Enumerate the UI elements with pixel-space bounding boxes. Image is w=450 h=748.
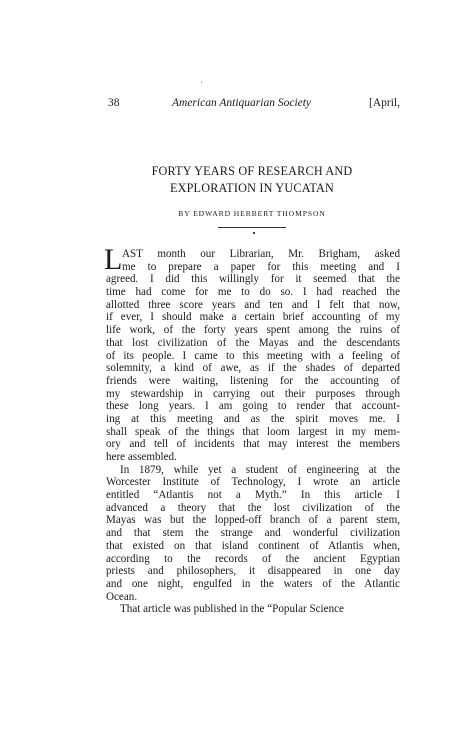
text-line: In 1879, while yet a student of engineering at the (120, 463, 400, 476)
text-line: of its people. I came to this meeting with a feeling of (106, 349, 400, 362)
page-number: 38 (108, 97, 120, 109)
text-line: ing at this meeting and as the spirit moves me. I (106, 412, 400, 425)
article-body (104, 243, 400, 616)
journal-title: American Antiquarian Society (172, 97, 312, 109)
article-title (100, 163, 404, 197)
text-line: according to the records of the ancient Egyptian (106, 552, 400, 565)
text-line: Ocean. (106, 590, 138, 603)
text-line: that existed on that island continent of Atlantis when, (106, 539, 400, 552)
text-line: Worcester Institute of Technology, I wrote an article (106, 476, 400, 489)
text-line: That article was published in the “Popular Science (120, 603, 344, 616)
text-line: my stewardship in carrying out their purposes through (106, 387, 400, 400)
title-line: EXPLORATION IN YUCATAN (169, 181, 335, 195)
text-line: allotted three score years and ten and I felt that now, (106, 298, 400, 311)
text-line: solemnity, a kind of awe, as if the shades of departed (106, 362, 400, 375)
paragraph-2 (106, 464, 400, 604)
title-rule (218, 227, 286, 228)
byline: BY EDWARD HERBERT THOMPSON (178, 209, 326, 218)
text-line: and one night, engulfed in the waters of the Atlantic (106, 577, 400, 590)
issue-month: [April, (369, 97, 400, 109)
top-mark: ' (201, 80, 203, 89)
text-line: here assembled. (106, 451, 177, 463)
text-line: shall speak of the things that loom largest in my mem- (106, 425, 400, 438)
text-line: these long years. I am going to render that account- (106, 400, 400, 413)
text-line: and that stem the strange and wonderful civilization (106, 527, 400, 540)
text-line: AST month our Librarian, Mr. Brigham, asked (122, 248, 400, 260)
text-line: that lost civilization of the Mayas and the descendants (106, 336, 400, 349)
text-line: friends were waiting, listening for the accounting of (106, 374, 400, 387)
title-line: FORTY YEARS OF RESEARCH AND (151, 164, 353, 178)
text-line: advanced a theory that the lost civilization of the (106, 501, 400, 514)
text-line: time had come for me to do so. I had reached the (106, 286, 400, 299)
paragraph-3 (106, 603, 400, 616)
text-line: priests and philosophers, it disappeared in one day (106, 565, 400, 578)
text-line: ory and tell of incidents that may interest the members (106, 438, 400, 451)
running-head (108, 97, 400, 111)
paragraph-1 (104, 243, 400, 464)
ornament-dot (253, 232, 255, 234)
text-line: agreed. I did this willingly for it seemed that the (106, 273, 400, 286)
text-line: me to prepare a paper for this meeting and I (122, 260, 400, 273)
drop-cap: L (104, 243, 123, 276)
text-line: life work, of the forty years spent among the ruins of (106, 324, 400, 337)
text-line: entitled “Atlantis not a Myth.” In this article I (106, 489, 400, 502)
text-line: Mayas was but the lopped-off branch of a parent stem, (106, 514, 400, 527)
text-line: if ever, I should make a certain brief accounting of my (106, 311, 400, 324)
